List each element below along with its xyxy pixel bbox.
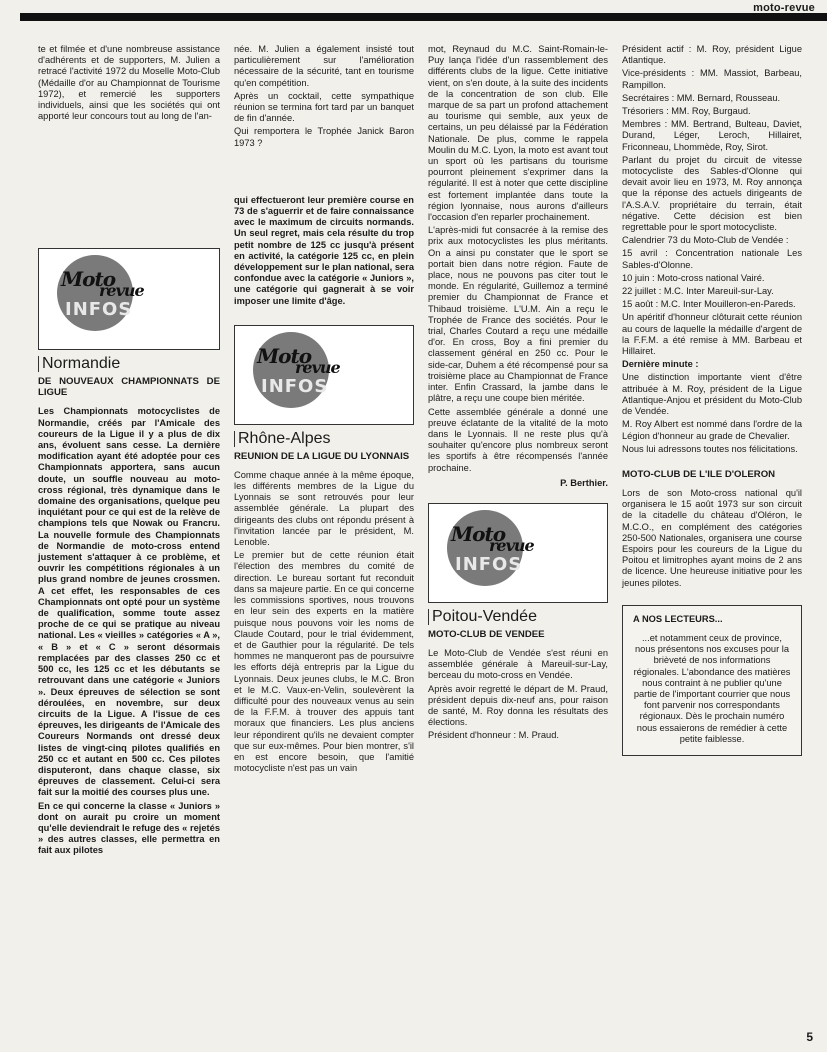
last-minute-label: Dernière minute : <box>622 359 699 370</box>
vendee-line: 10 juin : Moto-cross national Vairé. <box>622 272 765 283</box>
magazine-brand: moto-revue <box>753 2 815 14</box>
header-bar <box>20 13 827 21</box>
signature: P. Berthier. <box>560 477 608 488</box>
column-4 <box>622 44 802 1034</box>
column-2 <box>234 44 414 1034</box>
region-normandie: Normandie <box>38 356 220 372</box>
vendee-line: Calendrier 73 du Moto-Club de Vendée : <box>622 235 789 246</box>
region-poitou-vendee: Poitou-Vendée <box>428 609 608 625</box>
lyonnais-body-1: Comme chaque année à la même époque, les différents membres de la Ligue du Lyonnais se sont retrouvés pour leur assemblée générale. La plupart des dirigeants des clubs ont répondu présent à l'invitation lancée par le président, M. Lenoble. <box>234 469 414 548</box>
region-rhone-alpes: Rhône-Alpes <box>234 431 414 447</box>
vendee-line: Un apéritif d'honneur clôturait cette réunion au cours de laquelle la médaille d'argent de la F.F.M. a été remise à MM. Barbeau et Hillairet. <box>622 312 802 357</box>
vendee-body-1: Le Moto-Club de Vendée s'est réuni en assemblée générale à Mareuil-sur-Lay, berceau du moto-cross en Vendée. <box>428 647 608 681</box>
moto-revue-infos-logo: Moto revue INFOS <box>447 510 523 586</box>
vendee-line: Membres : MM. Bertrand, Bulteau, Daviet, Durand, Léger, Leroch, Hillairet, Friconneau, Lhommède, Roy, Sirot. <box>622 119 802 152</box>
lyonnais-body-4: L'après-midi fut consacrée à la remise des prix aux motocyclistes les plus méritants. On a ainsi pu constater que le sport se portait bien dans notre région. Faute de place, nous ne pouvons pas citer tout le monde. En régularité, Guillemoz a terminé premier du Championnat de France et Thibaud troisième. L'U.M. Ain a reçu le Trophée de France des sociétés. Pour le trial, Charles Coutard a reçu une médaille d'or. En cross, Boy a fini premier du classement général en 250 cc. Pour le side-car, Duhem a été récompensé pour sa troisième place au Championnat de France inter. Enfin Crassard, la jambe dans le plâtre, a reçu une coupe bien méritée. <box>428 225 608 404</box>
column-1 <box>38 44 220 1034</box>
infos-box-rhone-alpes <box>234 325 414 425</box>
lyonnais-body-2: Le premier but de cette réunion était l'élection des membres du comité de direction. Le bureau sortant fut reconduit dans sa majeure partie. En ce qui concerne les commissions sportives, nous trouvons en leur sein des experts en la matière puisque nous pouvons voir les noms de Claude Coutard, pour le trial évidemment, et de Gauthier pour la régularité. De tels hommes ne manqueront pas de poursuivre les efforts déjà entrepris par la Ligue du Lyonnais. Deux jeunes clubs, le M.C. Bron et le M.C. Vaux-en-Velin, soulevèrent la difficulté pour des nouveaux venus au sein de la F.F.M. à trouver des appuis tant moraux que financiers. Les plus anciens leur répondirent qu'ils ne devaient compter que sur eux-mêmes. Pour bien montrer, s'il en est encore besoin, que l'amitié motocycliste n'est pas un vain <box>234 550 414 774</box>
last-minute-text: Une distinction importante vient d'être attribuée à M. Roy, président de la Ligue Atlantique-Anjou et président du Moto-Club de Vendée. <box>622 372 802 417</box>
vendee-body-3: Président d'honneur : M. Praud. <box>428 730 559 741</box>
readers-note-text: ...et notamment ceux de province, nous présentons nos excuses pour la brièveté de nos informations régionales. L'abondance des matières nous contraint à ne publier qu'une partie de l'important courrier que nous font parvenir nos correspondants régionaux. Dès le prochain numéro nous essaierons de remédier à cette petite faiblesse. <box>633 632 791 744</box>
heading-lyonnais: REUNION DE LA LIGUE DU LYONNAIS <box>234 450 410 462</box>
vendee-line: Secrétaires : MM. Bernard, Rousseau. <box>622 92 781 103</box>
col2-intro-2: Après un cocktail, cette sympathique réunion se termina fort tard par un banquet de fin d'année. <box>234 90 414 124</box>
col2-intro-3: Qui remportera le Trophée Janick Baron 1973 ? <box>234 126 414 148</box>
vendee-extra-1: M. Roy Albert est nommé dans l'ordre de la Légion d'honneur au grade de Chevalier. <box>622 419 802 441</box>
vendee-line: Parlant du projet du circuit de vitesse motocycliste des Sables-d'Olonne qui devait avoir lieu en 1973, M. Roy annonça que la réponse des actuels dirigeants de l'A.S.A.V. propriétaire du terrain, était négative. Cette décision est bien regrettable pour le sport motocycliste. <box>622 154 802 233</box>
heading-oleron: MOTO-CLUB DE L'ILE D'OLERON <box>622 468 776 480</box>
col2-intro: née. M. Julien a également insisté tout particulièrement sur l'amélioration nécessaire de la sécurité, tant en tourisme qu'en compétition. <box>234 44 414 88</box>
infos-box-normandie <box>38 248 220 350</box>
col1-intro: te et filmée et d'une nombreuse assistance d'adhérents et de supporters, M. Julien a retracé l'activité 1972 du Moselle Moto-Club (Médaille d'or au Championnat de Tourisme 1972), et remercié les supporters individuels, ainsi que les sociétés qui ont apporté leur concours tout au long de l'an- <box>38 44 220 122</box>
vendee-line: Président actif : M. Roy, président Ligue Atlantique. <box>622 44 802 66</box>
normandie-body-2: En ce qui concerne la classe « Juniors » dont on aurait pu croire un moment qu'elle deviendrait le refuge des « rejetés » des autres classes, elle permettra en fait aux pilotes <box>38 800 220 856</box>
readers-note-box <box>622 605 802 756</box>
vendee-line: Vice-présidents : MM. Massiot, Barbeau, Rampillon. <box>622 68 802 90</box>
normandie-continued: qui effectueront leur première course en 73 de s'aguerrir et de faire connaissance avec le maximum de circuits normands. Un seul regret, mais cela résulte du trop petit nombre de 125 cc jusqu'à présent en activité, la catégorie 125 cc, en plein développement sur le plan national, sera confondue avec la catégorie « Juniors », une catégorie qui gagnerait à se voir imposer une limite d'âge. <box>234 194 414 306</box>
heading-vendee: MOTO-CLUB DE VENDEE <box>428 628 545 640</box>
vendee-line: 22 juillet : M.C. Inter Mareuil-sur-Lay. <box>622 286 774 297</box>
vendee-line: 15 avril : Concentration nationale Les Sables-d'Olonne. <box>622 248 802 270</box>
vendee-line: 15 août : M.C. Inter Mouilleron-en-Pareds. <box>622 299 796 310</box>
heading-normandie: DE NOUVEAUX CHAMPIONNATS DE LIGUE <box>38 376 220 399</box>
normandie-body-1: Les Championnats motocyclistes de Normandie, créés par l'Amicale des coureurs de la Ligue il y a plus de dix ans, évoluent sans cesse. La dernière modification ayant été adoptée pour ces Championnats apportera, sans aucun doute, un souffle nouveau au moto-cross régional, très dynamique dans le domaine des organisations, quelque peu inquiétant pour ce qui est de la relève de champions tels que Nowak ou Francru. La nouvelle formule des Championnats de Normandie de moto-cross entend justement s'attaquer à ce problème, et ouvrir les compétitions régionales à un plus grand nombre de jeunes crossmen. A cet effet, les responsables de ces Championnats ont opté pour un système de qualification, somme toute assez proche de ce qui se pratique au niveau national. Les « vieilles » catégories « A », « B » et « C » seront désormais remplacées par des classes 250 cc et 500 cc, les 125 cc et les débutants se retrouvant dans une catégorie « Juniors ». Deux épreuves de sélection se sont déroulées, en novembre, sur deux circuits de la Ligue. A l'issue de ces épreuves, les dirigeants de l'Amicale des Coureurs Normands ont dressé deux listes de vingt-cinq pilotes qualifiés en 250 cc et autant en 500 cc. Ces pilotes disputeront, dans chaque classe, six épreuves de classement. Celui-ci sera fait sur la moitié des courses plus une. <box>38 406 220 798</box>
vendee-body-2: Après avoir regretté le départ de M. Praud, président depuis dix-neuf ans, pour raison de santé, M. Roy donna les résultats des élections. <box>428 683 608 728</box>
vendee-line: Trésoriers : MM. Roy, Burgaud. <box>622 106 751 117</box>
moto-revue-infos-logo: Moto revue INFOS <box>253 332 329 408</box>
moto-revue-infos-logo: Moto revue INFOS <box>57 255 133 331</box>
oleron-body: Lors de son Moto-cross national qu'il organisera le 15 août 1973 sur son circuit de la citadelle du château d'Oléron, le M.C.O., en complément des catégories 250-500 Nationales, organisera une course Espoirs pour les coureurs de la Ligue du Poitou et limitrophes ayant moins de 2 ans de licence. Une heureuse initiative pour les jeunes pilotes. <box>622 487 802 588</box>
lyonnais-body-5: Cette assemblée générale a donné une preuve éclatante de la vitalité de la moto dans le Lyonnais. Il ne reste plus qu'à souhaiter qu'encore plus nombreux seront les sportifs à être récompensés l'année prochaine. <box>428 406 608 473</box>
vendee-extra-2: Nous lui adressons toutes nos félicitations. <box>622 443 798 454</box>
page-number: 5 <box>806 1030 813 1044</box>
lyonnais-body-3: mot, Reynaud du M.C. Saint-Romain-le-Puy lança l'idée d'un rassemblement des différents clubs de la ligue. Cette initiative vient, on s'en doute, à la suite des incidents de la concentration de son club. Elle marque de sa part un profond attachement au tourisme qui semble, aux yeux de certains, un peu délaissé par la Fédération Nationale. De plus, comme le rappela Moulin du M.C. Lyon, la moto est avant tout un sport où les partisans du tourisme pourront pleinement s'exprimer dans la régularité. Il est à noter que cette discipline est fortement implantée dans toute la région lyonnaise, nous aurons d'ailleurs l'occasion d'en reparler prochainement. <box>428 44 608 223</box>
infos-box-poitou <box>428 503 608 603</box>
column-3 <box>428 44 608 1034</box>
readers-note-title: A NOS LECTEURS... <box>633 613 723 624</box>
